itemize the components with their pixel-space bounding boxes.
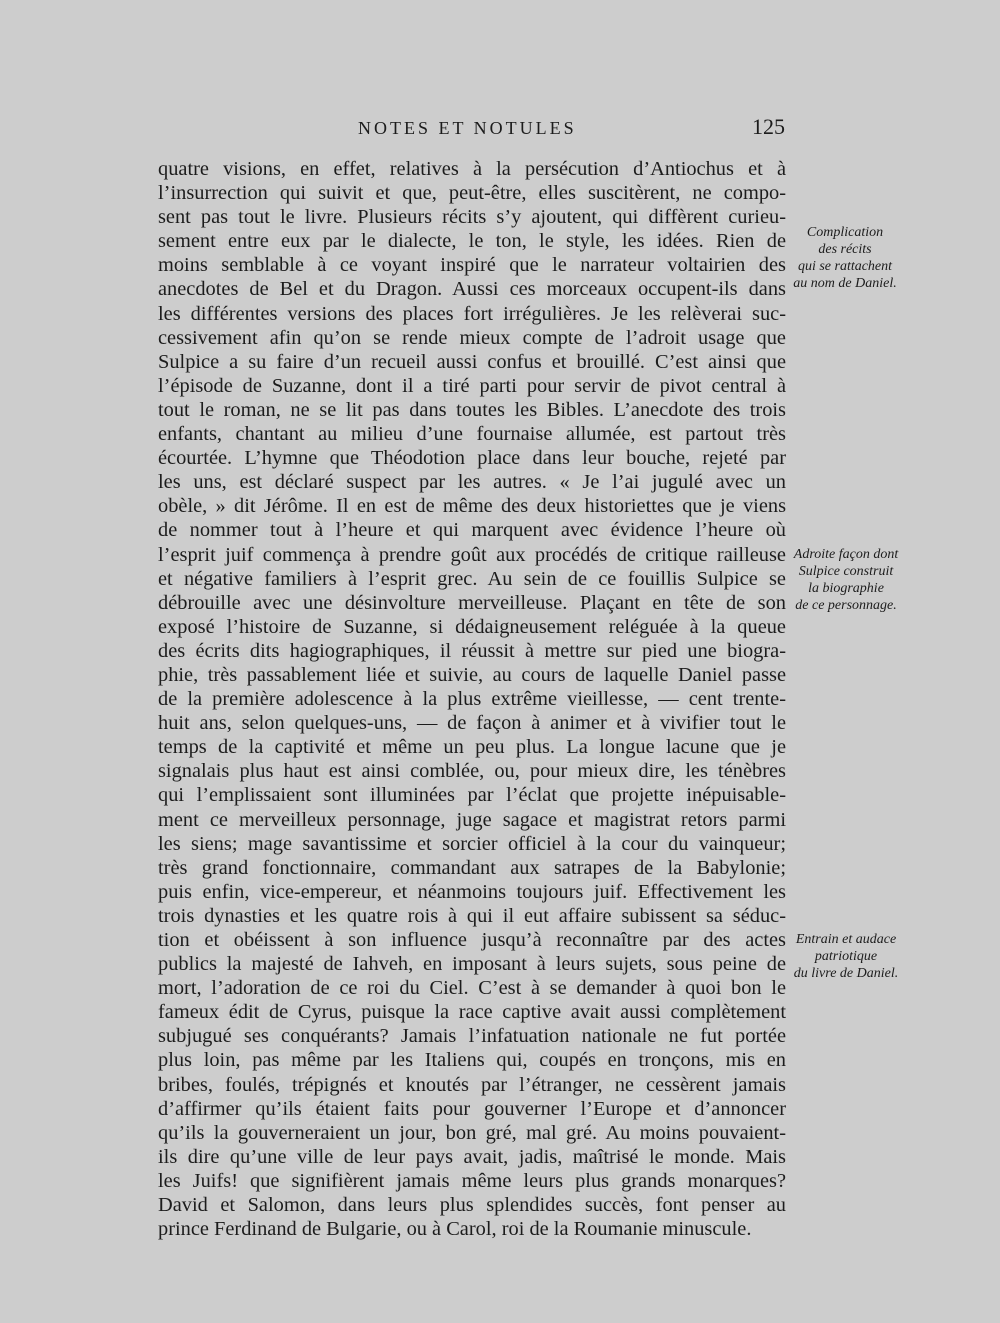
text-line: prince Ferdinand de Bulgarie, ou à Carol, roi de la Roumanie minuscule. — [158, 1218, 752, 1241]
text-line: huit ans, selon quelques-uns, — de façon à animer et à vivifier tout le — [158, 712, 786, 735]
text-line: sement entre eux par le dialecte, le ton, le style, les idées. Rien de — [158, 230, 786, 253]
margin-note-line: de ce personnage. — [795, 598, 897, 613]
margin-note-line: des récits — [818, 242, 872, 257]
text-line: ils dire qu’une ville de leur pays avait, jadis, maîtrisé le monde. Mais — [158, 1145, 786, 1168]
text-line: ment ce merveilleux personnage, juge sagace et magistrat retors parmi — [158, 808, 786, 831]
margin-note-line: la biographie — [808, 581, 884, 596]
text-line: Sulpice a su faire d’un recueil aussi confus et brouillé. C’est ainsi que — [158, 350, 786, 373]
text-line: temps de la captivité et même un peu plus. La longue lacune que je — [158, 736, 786, 759]
text-line: des écrits dits hagiographiques, il réussit à mettre sur pied une biogra- — [158, 639, 786, 662]
text-line: subjugué ses conquérants? Jamais l’infatuation nationale ne fut portée — [158, 1025, 786, 1048]
text-line: mort, l’adoration de ce roi du Ciel. C’est à se demander à quoi bon le — [158, 977, 786, 1000]
text-line: exposé l’histoire de Suzanne, si dédaigneusement reléguée à la queue — [158, 615, 786, 638]
text-line: plus loin, pas même par les Italiens qui, coupés en tronçons, mis en — [158, 1049, 786, 1072]
margin-note-line: Adroite façon dont — [793, 547, 899, 562]
text-line: sent pas tout le livre. Plusieurs récits s’y ajoutent, qui diffèrent curieu- — [158, 206, 786, 229]
page-number: 125 — [752, 114, 785, 139]
text-line: David et Salomon, dans leurs plus splendides succès, font penser au — [158, 1194, 786, 1217]
margin-note-line: Complication — [806, 225, 884, 240]
text-line: l’esprit juif commença à prendre goût aux procédés de critique railleuse — [158, 543, 786, 566]
text-line: les uns, est déclaré suspect par les autres. « Je l’ai jugulé avec un — [158, 471, 786, 494]
text-line: cessivement afin qu’on se rende mieux compte de l’adroit usage que — [158, 326, 786, 349]
margin-note-line: patriotique — [814, 949, 878, 964]
text-line: obèle, » dit Jérôme. Il en est de même des deux historiettes que je viens — [158, 495, 786, 518]
text-line: phie, très passablement liée et suivie, au cours de laquelle Daniel passe — [158, 663, 786, 686]
text-line: puis enfin, vice-empereur, et néanmoins toujours juif. Effectivement les — [158, 880, 786, 903]
margin-note-line: Sulpice construit — [798, 564, 894, 579]
text-line: bribes, foulés, trépignés et knoutés par l’étranger, ne cessèrent jamais — [158, 1073, 786, 1096]
text-line: tion et obéissent à son influence jusqu’à reconnaître par des actes — [158, 929, 786, 951]
text-line: fameux édit de Cyrus, puisque la race captive avait aussi complètement — [158, 1001, 786, 1024]
text-line: les différentes versions des places fort irrégulières. Je les relèverai suc- — [158, 302, 786, 325]
text-line: l’épisode de Suzanne, dont il a tiré parti pour servir de pivot central à — [158, 374, 786, 397]
margin-note-line: Entrain et audace — [795, 932, 897, 947]
margin-note-line: qui se rattachent — [797, 259, 893, 274]
margin-note-complication — [785, 224, 905, 292]
text-line: trois dynasties et les quatre rois à qui il eut affaire subissent sa séduc- — [158, 904, 786, 927]
text-line: d’affirmer qu’ils étaient faits pour gouverner l’Europe et d’annoncer — [158, 1097, 786, 1120]
text-line: de nommer tout à l’heure et qui marquent avec évidence l’heure où — [158, 519, 786, 542]
text-line: signalais plus haut est ainsi comblée, ou, pour mieux dire, les ténèbres — [158, 760, 786, 783]
text-line: débrouille avec une désinvolture merveilleuse. Plaçant en tête de son — [158, 591, 786, 614]
text-line: et négative familiers à l’esprit grec. Au sein de ce fouillis Sulpice se — [158, 567, 786, 590]
margin-note-line: du livre de Daniel. — [793, 966, 899, 981]
text-line: très grand fonctionnaire, commandant aux satrapes de la Babylonie; — [158, 856, 786, 879]
running-head: NOTES ET NOTULES — [358, 118, 577, 138]
text-line: les Juifs! que signifièrent jamais même leurs plus grands monarques? — [158, 1169, 786, 1192]
text-line: moins semblable à ce voyant inspiré que le narrateur voltairien des — [158, 254, 786, 277]
text-line: qu’ils la gouverneraient un jour, bon gré, mal gré. Au moins pouvaient- — [158, 1121, 786, 1144]
text-line: l’insurrection qui suivit et que, peut-être, elles suscitèrent, ne compo- — [158, 182, 786, 205]
text-line: anecdotes de Bel et du Dragon. Aussi ces morceaux occupent-ils dans — [158, 278, 786, 301]
margin-note-biography — [786, 546, 906, 614]
text-line: publics la majesté de Iahveh, en imposant à leurs sujets, sous peine de — [158, 953, 786, 976]
text-line: écourtée. L’hymne que Théodotion place dans leur bouche, rejeté par — [158, 447, 786, 470]
text-line: de la première adolescence à la plus extrême vieillesse, — cent trente- — [158, 688, 786, 711]
body-text — [158, 157, 786, 1241]
margin-note-patriotism — [786, 931, 906, 982]
text-line: quatre visions, en effet, relatives à la persécution d’Antiochus et à — [158, 158, 786, 180]
text-line: enfants, chantant au milieu d’une fournaise allumée, est partout très — [158, 423, 786, 446]
text-line: qui l’emplissaient sont illuminées par l’éclat que projette inépuisable- — [158, 784, 786, 807]
text-line: tout le roman, ne se lit pas dans toutes les Bibles. L’anecdote des trois — [158, 398, 786, 421]
margin-note-line: au nom de Daniel. — [793, 276, 897, 291]
text-line: les siens; mage savantissime et sorcier officiel à la cour du vainqueur; — [158, 832, 786, 855]
